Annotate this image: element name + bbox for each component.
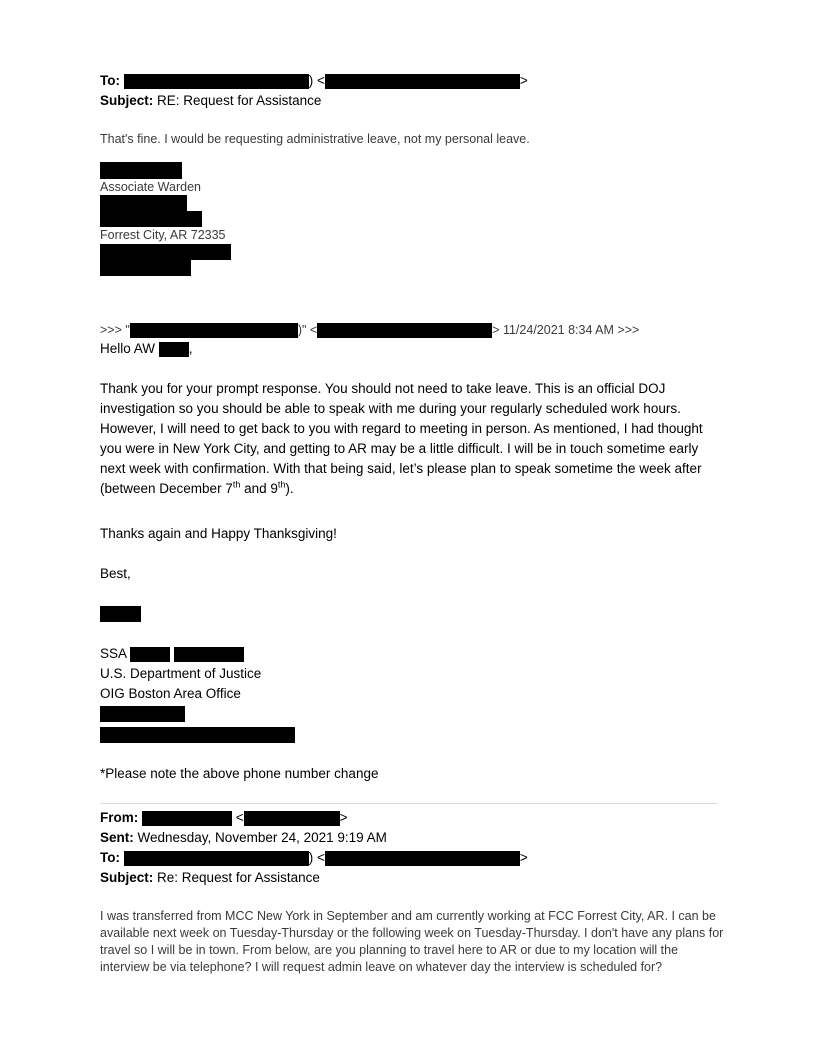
greeting-text: Hello AW — [100, 341, 156, 356]
to-label: To: — [100, 850, 120, 865]
subject-line — [100, 93, 321, 108]
sig-dept: U.S. Department of Justice — [100, 666, 262, 681]
subject-label: Subject: — [100, 93, 154, 108]
sig-office: OIG Boston Area Office — [100, 686, 241, 701]
signature-redaction — [100, 705, 185, 723]
to-label: To: — [100, 73, 120, 88]
sig-title: SSA — [100, 646, 127, 661]
signature-redaction — [100, 210, 202, 228]
from-label: From: — [100, 810, 139, 825]
from-end: > — [339, 810, 348, 825]
redaction-block — [325, 74, 520, 89]
paragraph-text: and 9 — [240, 481, 278, 496]
to-end: > — [519, 73, 528, 88]
redaction-block — [159, 342, 189, 357]
divider — [100, 803, 717, 804]
quoted-mid: )" < — [297, 323, 318, 337]
paragraph-text: ). — [285, 481, 294, 496]
to-line-2 — [100, 850, 528, 866]
signature-redaction — [100, 259, 191, 277]
phone-note: *Please note the above phone number change — [100, 766, 379, 781]
redaction-block — [317, 323, 492, 338]
quoted-suffix: > 11/24/2021 8:34 AM >>> — [492, 323, 640, 337]
to-end: > — [519, 850, 528, 865]
greeting-comma: , — [188, 341, 193, 356]
quoted-header — [100, 323, 639, 338]
from-mid: < — [235, 810, 244, 825]
sent-line — [100, 830, 387, 845]
superscript: th — [232, 479, 241, 490]
signature-city: Forrest City, AR 72335 — [100, 228, 226, 242]
to-separator: ) < — [308, 850, 325, 865]
redaction-block — [124, 74, 309, 89]
closing-line: Best, — [100, 566, 131, 581]
redaction-block — [325, 851, 520, 866]
subject-line-2 — [100, 870, 320, 885]
quoted-paragraph — [100, 379, 720, 499]
superscript: th — [277, 479, 286, 490]
greeting — [100, 341, 193, 357]
redaction-block — [244, 811, 340, 826]
redaction-block — [174, 647, 244, 662]
redaction-block — [124, 851, 309, 866]
paragraph-text: Thank you for your prompt response. You should not need to take leave. This is an official DOJ investigation so you should be able to speak with me during your regularly scheduled work hours. However, I will need to get back to you with regard to meeting in person. As mentioned, I had thought you were in New York City, and getting to AR may be a little difficult. I will be in touch sometime early next week with confirmation. With that being said, let’s please plan to speak sometime the week after (between December 7 — [100, 381, 703, 496]
from-line — [100, 810, 348, 826]
redaction-block — [142, 811, 232, 826]
subject-value: Re: Request for Assistance — [157, 870, 320, 885]
ssa-line — [100, 646, 244, 662]
subject-value: RE: Request for Assistance — [157, 93, 322, 108]
signature-title: Associate Warden — [100, 180, 201, 194]
sent-label: Sent: — [100, 830, 134, 845]
original-body: I was transferred from MCC New York in September and am currently working at FCC Forrest City, AR. I can be available next week on Tuesday-Thursday or the following week on Tuesday-Thursday. I don't have any plans for travel so I will be in town. From below, are you planning to travel here to AR or due to my location will the interview be via telephone? I will request admin leave on whatever day the interview is scheduled for? — [100, 909, 724, 974]
signature-name-redaction — [100, 162, 182, 180]
reply-body: That's fine. I would be requesting administrative leave, not my personal leave. — [100, 132, 530, 146]
to-separator: ) < — [308, 73, 325, 88]
redaction-block — [130, 647, 170, 662]
to-line — [100, 73, 528, 89]
redaction-block — [130, 323, 298, 338]
signature-redaction — [100, 726, 295, 744]
thanks-line: Thanks again and Happy Thanksgiving! — [100, 526, 337, 541]
signature-name-redaction — [100, 605, 141, 623]
quoted-prefix: >>> " — [100, 323, 130, 337]
sent-value: Wednesday, November 24, 2021 9:19 AM — [137, 830, 387, 845]
subject-label: Subject: — [100, 870, 154, 885]
